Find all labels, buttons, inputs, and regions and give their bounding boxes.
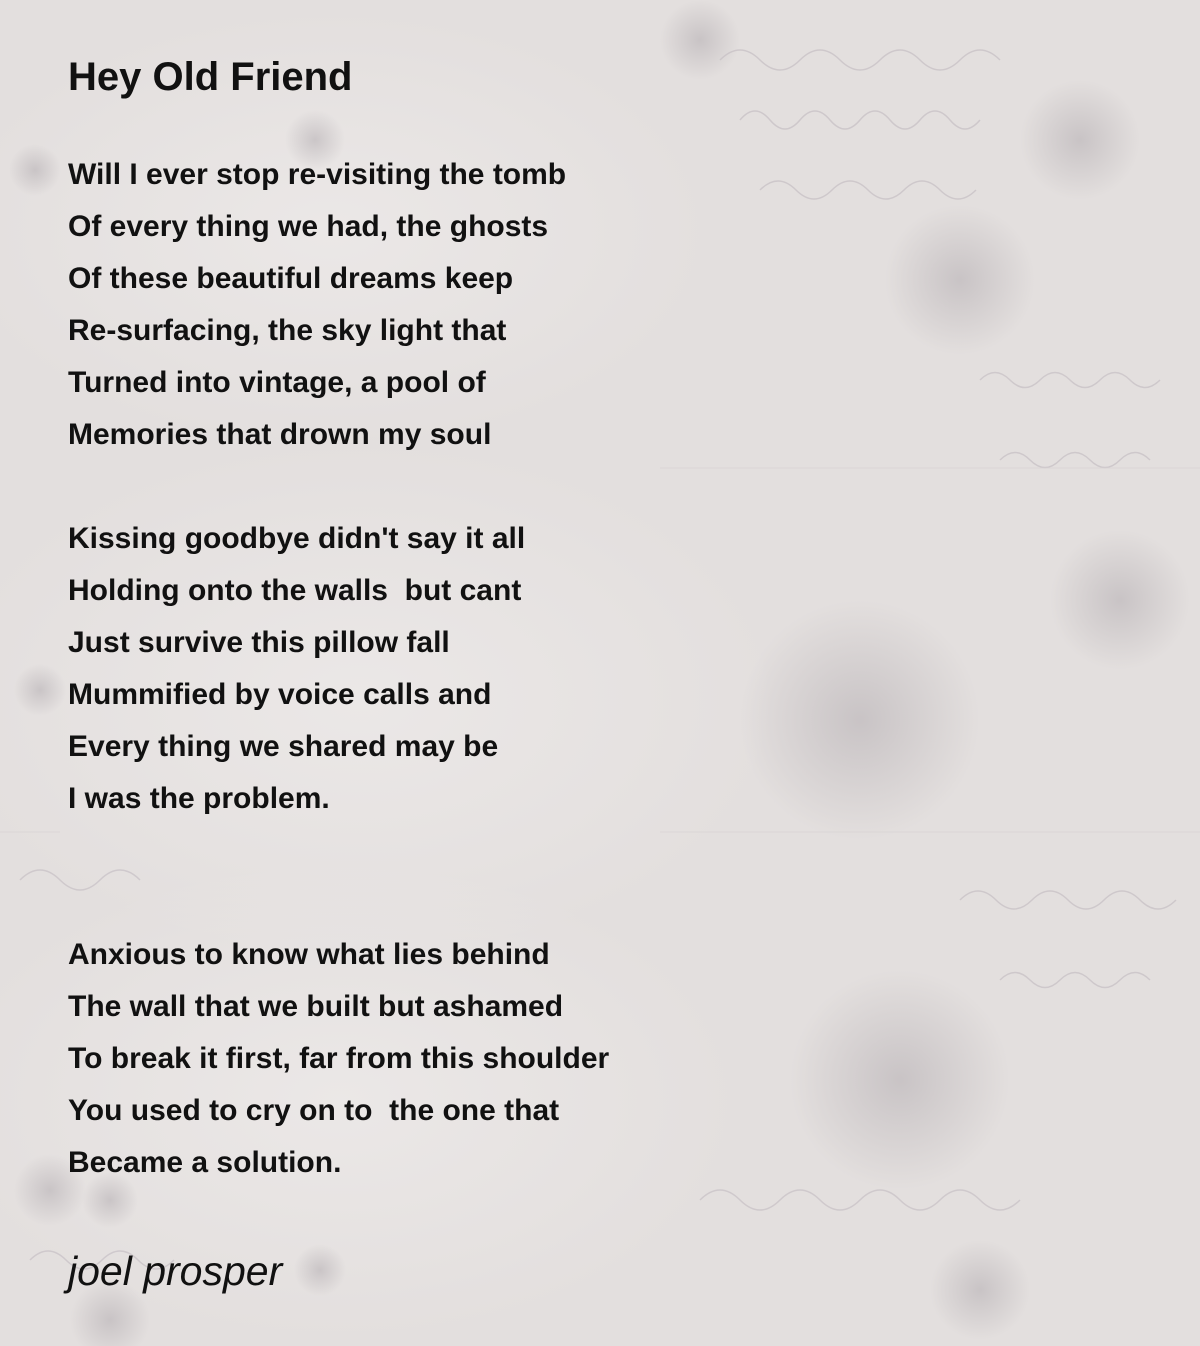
poem-line: You used to cry on to the one that xyxy=(68,1094,560,1127)
poem-line: To break it first, far from this shoulder xyxy=(68,1042,610,1075)
poem-line: Mummified by voice calls and xyxy=(68,678,492,711)
poem-line: Became a solution. xyxy=(68,1146,342,1179)
poem-line: Just survive this pillow fall xyxy=(68,626,450,659)
poem-line: Of these beautiful dreams keep xyxy=(68,262,514,295)
stanza-1 xyxy=(68,149,566,461)
poem-line: Will I ever stop re-visiting the tomb xyxy=(68,158,567,191)
poem-line: Memories that drown my soul xyxy=(68,418,492,451)
poem-line: Of every thing we had, the ghosts xyxy=(68,210,549,243)
poem-page xyxy=(68,0,1128,1346)
poem-title: Hey Old Friend xyxy=(68,55,353,99)
poem-line: I was the problem. xyxy=(68,782,330,815)
poem-line: Every thing we shared may be xyxy=(68,730,499,763)
poem-line: Turned into vintage, a pool of xyxy=(68,366,486,399)
poem-line: The wall that we built but ashamed xyxy=(68,990,564,1023)
poem-line: Kissing goodbye didn't say it all xyxy=(68,522,526,555)
stanza-2 xyxy=(68,513,525,825)
poem-line: Re-surfacing, the sky light that xyxy=(68,314,507,347)
poem-line: Anxious to know what lies behind xyxy=(68,938,550,971)
poem-author: joel prosper xyxy=(68,1248,283,1294)
stanza-3 xyxy=(68,929,609,1189)
poem-line: Holding onto the walls but cant xyxy=(68,574,522,607)
